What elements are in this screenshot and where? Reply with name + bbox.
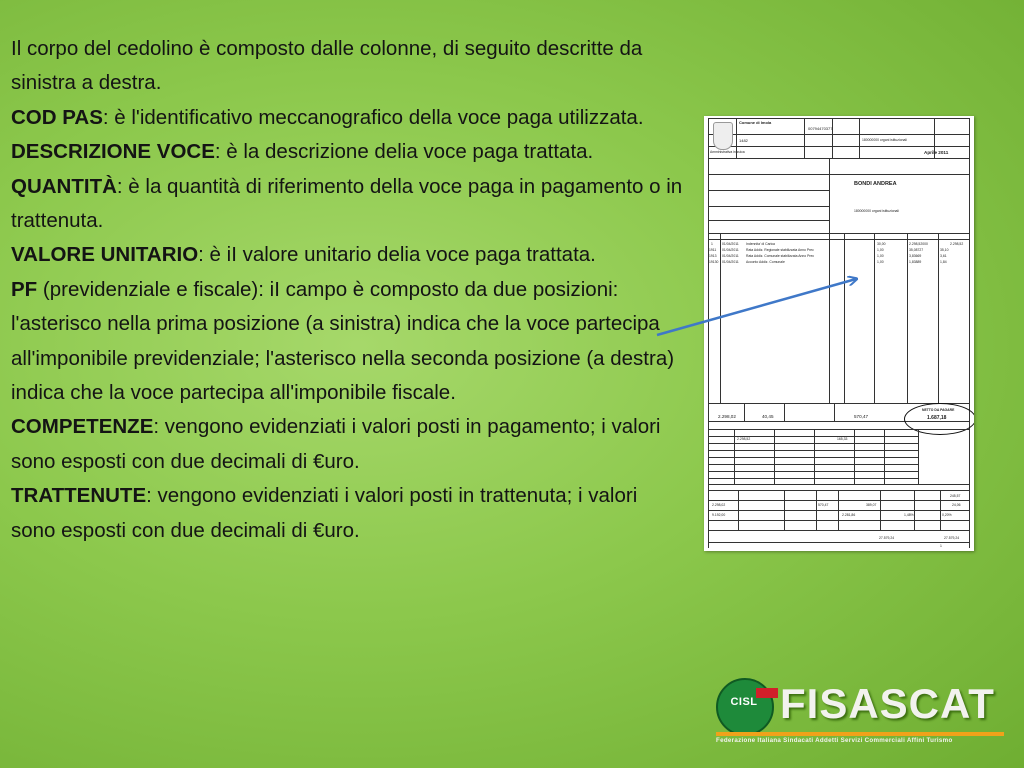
payslip-row-qty: 1,00 [877,248,884,252]
payslip-row-unit: 2.298,52000 [909,242,928,246]
payslip-tot-trattenute: 40,45 [762,414,774,419]
payslip-irpef-netta: 245,57 [950,494,961,498]
payslip-imponibile: 570,47 [854,414,869,419]
payslip-row-desc: Rata Addiz. Comunale stabilizzata Anno Prec [746,254,815,258]
payslip-bottom-1: 27.579,24 [879,536,895,540]
payslip-addizionali: 24,06 [952,503,961,507]
payslip-fiscal-code: 00794470377 [808,126,833,131]
payslip-netto-value: 1.687,18 [927,415,947,421]
term-trattenute: TRATTENUTE [11,484,147,508]
payslip-row-qty: 1,00 [877,254,884,258]
payslip-row-desc: Acconto Addiz. Comunale [746,260,785,264]
payslip-page-number: 1 [940,544,942,548]
payslip-imp-fisc-2: 9.192,00 [712,513,726,517]
payslip-imp-ritenute: 2.281,86 [842,513,856,517]
paragraph-pf: PF (previdenziale e fiscale): iI campo è composto da due posizioni: l'asterisco nella prima posizione (a sinistra) indica che la voce partecipa all'imponibile previdenziale; l'asterisco nella seconda posizione (a destra) indica che la voce partecipa all'imponibile fiscale. [11,277,675,405]
paragraph-intro: Il corpo del cedolino è composto dalle colonne, di seguito descritte da sinistra a destra. [11,37,643,95]
payslip-imponibile-prev: 2.298,52 [737,437,751,441]
payslip-row-comp: 2.298,52 [950,242,964,246]
cisl-label: CISL [730,696,758,708]
payslip-position-2: 180000000 organi istituzionali [854,209,899,213]
payslip-tot-competenze: 2.298,02 [718,414,736,419]
payslip-row-unit: 3,83669 [909,254,922,258]
brand-tagline: Federazione Italiana Sindacati Addetti Servizi Commerciali Affini Turismo [716,737,953,744]
payslip-row-code: 1 [711,242,713,246]
term-pf: PF [11,277,38,301]
payslip-employee-name: BONDI ANDREA [854,181,897,187]
payslip-row-date: 01/04/2011 [722,248,739,252]
payslip-row-desc: Indennita' di Carica [746,242,775,246]
brand-name: FISASCAT [780,680,995,727]
payslip-netto-label: NETTO DA PAGARE [922,408,955,412]
payslip-row-qty: 30,00 [877,242,886,246]
payslip-row-code: 1911 [709,248,717,252]
payslip-contributi: 165,33 [837,437,848,441]
payslip-row-comp: 1,84 [940,260,947,264]
paragraph-competenze: COMPETENZE: vengono evidenziati i valori posti in pagamento; i valori sono esposti con due decimali di €uro. [11,415,661,473]
term-competenze: COMPETENZE [11,415,154,439]
term-valore-unitario: VALORE UNITARIO [11,243,199,267]
payslip-bottom-2: 27.579,24 [944,536,960,540]
payslip-row-code: 1913 [709,254,717,258]
payslip-row-comp: 35,10 [940,248,949,252]
payslip-row-date: 01/04/2011 [722,260,739,264]
payslip-aliquota: 1,48% [904,513,914,517]
payslip-irpef-lorda: 570,47 [818,503,829,507]
payslip-row-code: 19130 [709,260,719,264]
payslip-row-unit: 1,83889 [909,260,922,264]
payslip-period: Aprile 2011 [924,150,949,155]
paragraph-quantita: QUANTITÀ: è la quantità di riferimento della voce paga in pagamento o in trattenuta. [11,174,683,233]
payslip-organization: Amministrativa in zuica [710,150,745,154]
payslip-row-unit: 35,08727 [909,248,924,252]
fisascat-logo [712,676,1012,756]
payslip-aliquota-2: 0,20% [942,513,952,517]
payslip-row-date: 01/04/2011 [722,254,739,258]
payslip-row-date: 01/04/2011 [722,242,739,246]
payslip-row-desc: Rata Addiz. Regionale stabilizzata Anno Prec [746,248,814,252]
brand-underline [716,732,1004,736]
payslip-row-comp: 3,61 [940,254,947,258]
payslip-matricola: 1482 [739,138,748,143]
payslip-employer: Comune di Imola [739,120,772,125]
paragraph-trattenute: TRATTENUTE: vengono evidenziati i valori posti in trattenuta; i valori sono esposti con due decimali di €uro. [11,484,638,542]
term-quantita: QUANTITÀ [11,174,117,198]
payslip-detrazioni: 389,07 [866,503,877,507]
paragraph-descrizione-voce: DESCRIZIONE VOCE: è la descrizione delia voce paga trattata. [11,140,594,164]
term-cod-pas: COD PAS [11,105,103,129]
term-descrizione-voce: DESCRIZIONE VOCE [11,140,215,164]
payslip-row-qty: 1,00 [877,260,884,264]
payslip-imponibile-fisc: 2.298,02 [712,503,726,507]
paragraph-valore-unitario: VALORE UNITARIO: è iI valore unitario delia voce paga trattata. [11,243,596,267]
paragraph-cod-pas: COD PAS: è l'identificativo meccanografico della voce paga utilizzata. [11,105,644,129]
payslip-position: 180000000 organi istituzionali [862,138,907,142]
